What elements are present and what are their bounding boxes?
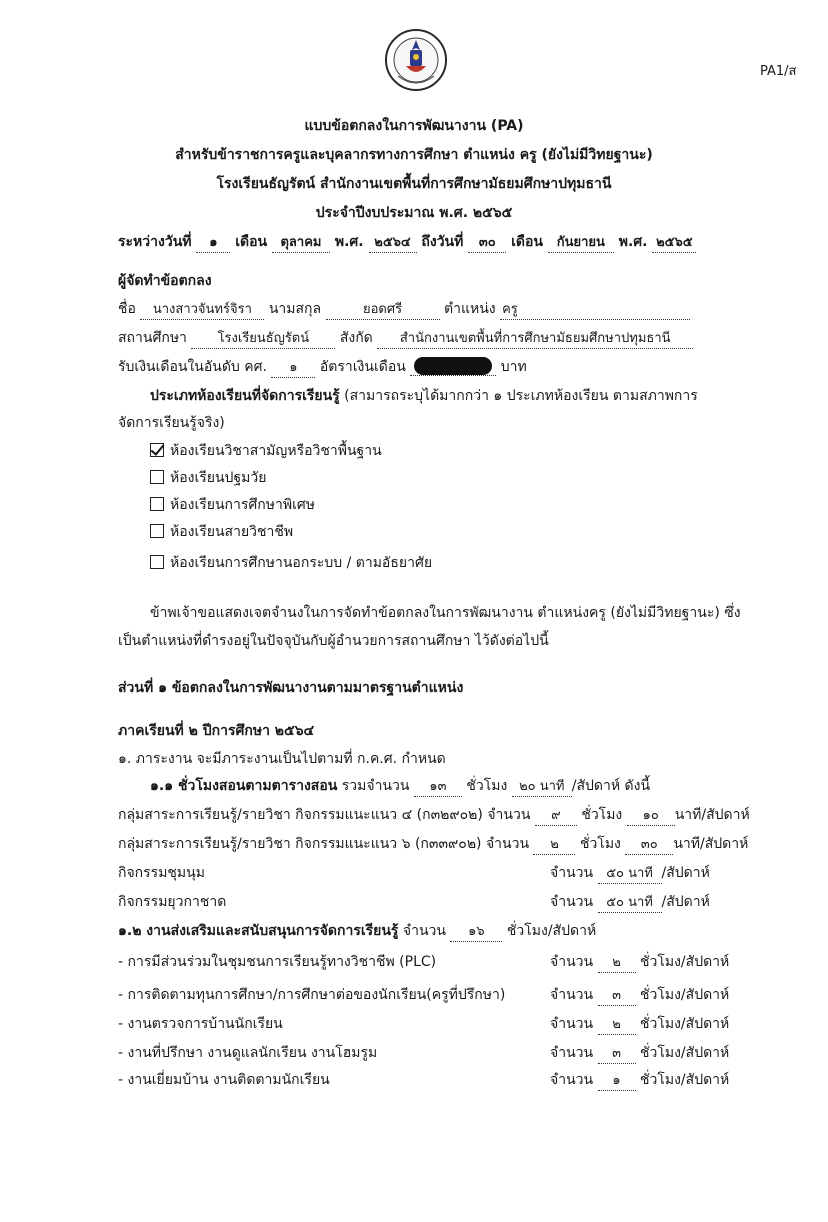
support-hours-line (118, 920, 596, 942)
classroom-heading-line (150, 385, 698, 407)
school-label: สถานศึกษา (118, 330, 187, 346)
affiliation-label: สังกัด (339, 330, 373, 346)
part1-title: ส่วนที่ ๑ ข้อตกลงในการพัฒนางานตามมาตรฐานตำแหน่ง (118, 680, 464, 696)
teaching-hours-field: ๑๓ (414, 775, 462, 797)
semester-heading: ภาคเรียนที่ ๒ ปีการศึกษา ๒๕๖๔ (118, 723, 315, 739)
title-line-1: แบบข้อตกลงในการพัฒนางาน (PA) (304, 118, 524, 134)
support-heading: ๑.๒ งานส่งเสริมและสนับสนุนการจัดการเรียนรู้ (118, 923, 399, 939)
subject-hours-unit: ชั่วโมง (581, 807, 623, 823)
maker-salary-line (118, 356, 527, 378)
classroom-option[interactable] (150, 521, 293, 543)
teaching-heading: ๑.๑ ชั่วโมงสอนตามตารางสอน (150, 778, 338, 794)
name-field: นางสาวจันทร์จิรา (140, 298, 264, 320)
activity-count-label: จำนวน (550, 865, 594, 881)
period-to-label: ถึงวันที่ (421, 234, 464, 250)
support-item-amount (550, 1042, 729, 1064)
activity-suffix: /สัปดาห์ (661, 865, 710, 881)
salary-label: อัตราเงินเดือน (319, 359, 406, 375)
classroom-option[interactable] (150, 440, 382, 462)
period-line (118, 231, 696, 253)
support-item-field: ๓ (598, 1042, 636, 1064)
checkbox-unchecked[interactable] (150, 470, 164, 484)
checkbox-unchecked[interactable] (150, 555, 164, 569)
form-code: PA1/ส (760, 64, 797, 79)
subject-suffix: นาที/สัปดาห์ (673, 836, 749, 852)
checkbox-unchecked[interactable] (150, 497, 164, 511)
classroom-option[interactable] (150, 467, 266, 489)
support-count-label: จำนวน (550, 1045, 594, 1061)
support-item-suffix: ชั่วโมง/สัปดาห์ (639, 1016, 730, 1032)
teaching-hours-line (150, 775, 650, 797)
support-hours-field: ๑๖ (450, 920, 502, 942)
support-item-label: - งานที่ปรึกษา งานดูแลนักเรียน งานโฮมรูม (118, 1045, 378, 1061)
teaching-hours-unit: ชั่วโมง (466, 778, 508, 794)
support-item-suffix: ชั่วโมง/สัปดาห์ (639, 954, 730, 970)
period-from-label: ระหว่างวันที่ (118, 234, 192, 250)
subject-row (118, 833, 748, 855)
support-suffix: ชั่วโมง/สัปดาห์ (506, 923, 597, 939)
subject-label: กลุ่มสาระการเรียนรู้/รายวิชา กิจกรรมแนะแนว ๔ (ก๓๒๙๐๒) จำนวน (118, 807, 531, 823)
support-item-field: ๑ (598, 1069, 636, 1091)
position-field: ครู (500, 298, 690, 320)
checkbox-checked[interactable] (150, 443, 164, 457)
title-line-3: โรงเรียนธัญรัตน์ สำนักงานเขตพื้นที่การศึกษามัธยมศึกษาปทุมธานี (216, 176, 612, 192)
support-item-label: - งานเยี่ยมบ้าน งานติดตามนักเรียน (118, 1072, 330, 1088)
intent-line-2: เป็นตำแหน่งที่ดำรงอยู่ในปัจจุบันกับผู้อำนวยการสถานศึกษา ไว้ดังต่อไปนี้ (118, 633, 549, 649)
support-count-label: จำนวน (550, 1072, 594, 1088)
period-month-to: กันยายน (548, 231, 614, 253)
support-item-field: ๓ (598, 984, 636, 1006)
support-item-field: ๒ (598, 951, 636, 973)
name-label: ชื่อ (118, 301, 136, 317)
support-item-suffix: ชั่วโมง/สัปดาห์ (639, 987, 730, 1003)
maker-name-line (118, 298, 690, 320)
classroom-heading: ประเภทห้องเรียนที่จัดการเรียนรู้ (150, 388, 340, 404)
teaching-minutes-field: ๒๐ นาที (512, 775, 572, 797)
checkbox-unchecked[interactable] (150, 524, 164, 538)
salary-level-label: รับเงินเดือนในอันดับ คศ. (118, 359, 267, 375)
subject-row (118, 804, 750, 826)
classroom-option[interactable] (150, 494, 315, 516)
period-month-label: เดือน (235, 234, 268, 250)
subject-label: กลุ่มสาระการเรียนรู้/รายวิชา กิจกรรมแนะแนว ๖ (ก๓๓๙๐๒) จำนวน (118, 836, 530, 852)
period-day-from: ๑ (196, 231, 230, 253)
classroom-option-label: ห้องเรียนปฐมวัย (170, 470, 267, 486)
period-year-label-2: พ.ศ. (618, 234, 648, 250)
intent-line-1: ข้าพเจ้าขอแสดงเจตจำนงในการจัดทำข้อตกลงในการพัฒนางาน ตำแหน่งครู (ยังไม่มีวิทยฐานะ) ซึ่ง (150, 605, 741, 621)
school-seal-logo (384, 24, 448, 96)
classroom-note: (สามารถระบุได้มากกว่า ๑ ประเภทห้องเรียน ตามสภาพการ (339, 388, 698, 404)
classroom-option-label: ห้องเรียนสายวิชาชีพ (170, 524, 294, 540)
classroom-option[interactable] (150, 552, 432, 574)
support-count-label: จำนวน (550, 987, 594, 1003)
redaction-mark (414, 357, 492, 375)
support-item-amount (550, 984, 729, 1006)
classroom-option-label: ห้องเรียนวิชาสามัญหรือวิชาพื้นฐาน (170, 443, 382, 459)
maker-school-line (118, 327, 693, 349)
subject-hours-unit: ชั่วโมง (579, 836, 621, 852)
support-item-label: - การมีส่วนร่วมในชุมชนการเรียนรู้ทางวิชาชีพ (PLC) (118, 954, 437, 970)
support-item-suffix: ชั่วโมง/สัปดาห์ (639, 1072, 730, 1088)
maker-heading: ผู้จัดทำข้อตกลง (118, 273, 212, 289)
period-month-from: ตุลาคม (272, 231, 330, 253)
activity-label: กิจกรรมยุวกาชาด (118, 894, 227, 910)
activity-value-field: ๕๐ นาที (598, 891, 662, 913)
support-item-amount (550, 1013, 729, 1035)
salary-level-field: ๑ (271, 356, 315, 378)
support-item-suffix: ชั่วโมง/สัปดาห์ (639, 1045, 730, 1061)
subject-suffix: นาที/สัปดาห์ (674, 807, 750, 823)
position-label: ตำแหน่ง (444, 301, 496, 317)
activity-amount (550, 891, 710, 913)
activity-amount (550, 862, 710, 884)
support-total-label: จำนวน (398, 923, 446, 939)
subject-minutes-field: ๑๐ (627, 804, 675, 826)
surname-label: นามสกุล (268, 301, 322, 317)
support-count-label: จำนวน (550, 954, 594, 970)
period-month-label-2: เดือน (511, 234, 543, 250)
title-line-2: สำหรับข้าราชการครูและบุคลากรทางการศึกษา ตำแหน่ง ครู (ยังไม่มีวิทยฐานะ) (175, 147, 653, 163)
workload-intro: ๑. ภาระงาน จะมีภาระงานเป็นไปตามที่ ก.ค.ศ. กำหนด (118, 751, 446, 767)
salary-field (410, 357, 496, 376)
activity-count-label: จำนวน (550, 894, 594, 910)
subject-hours-field: ๒ (533, 833, 575, 855)
support-item-label: - การติดตามทุนการศึกษา/การศึกษาต่อของนักเรียน(ครูที่ปรึกษา) (118, 987, 506, 1003)
support-count-label: จำนวน (550, 1016, 594, 1032)
title-line-4: ประจำปีงบประมาณ พ.ศ. ๒๕๖๕ (315, 205, 513, 221)
period-day-to: ๓๐ (468, 231, 506, 253)
classroom-note-2: จัดการเรียนรู้จริง) (118, 415, 225, 431)
subject-minutes-field: ๓๐ (625, 833, 673, 855)
affiliation-field: สำนักงานเขตพื้นที่การศึกษามัธยมศึกษาปทุมธานี (377, 327, 693, 349)
classroom-option-label: ห้องเรียนการศึกษานอกระบบ / ตามอัธยาศัย (170, 555, 433, 571)
teaching-total-label: รวมจำนวน (337, 778, 410, 794)
support-item-amount (550, 1069, 729, 1091)
salary-unit: บาท (500, 359, 527, 375)
activity-label: กิจกรรมชุมนุม (118, 865, 205, 881)
activity-suffix: /สัปดาห์ (661, 894, 710, 910)
teaching-suffix: /สัปดาห์ ดังนี้ (571, 778, 651, 794)
school-field: โรงเรียนธัญรัตน์ (191, 327, 335, 349)
period-year-to: ๒๕๖๕ (652, 231, 696, 253)
period-year-from: ๒๕๖๔ (369, 231, 417, 253)
surname-field: ยอดศรี (326, 298, 440, 320)
support-item-field: ๒ (598, 1013, 636, 1035)
classroom-option-label: ห้องเรียนการศึกษาพิเศษ (170, 497, 315, 513)
support-item-amount (550, 951, 729, 973)
activity-value-field: ๕๐ นาที (598, 862, 662, 884)
subject-hours-field: ๙ (535, 804, 577, 826)
support-item-label: - งานตรวจการบ้านนักเรียน (118, 1016, 283, 1032)
period-year-label: พ.ศ. (334, 234, 364, 250)
